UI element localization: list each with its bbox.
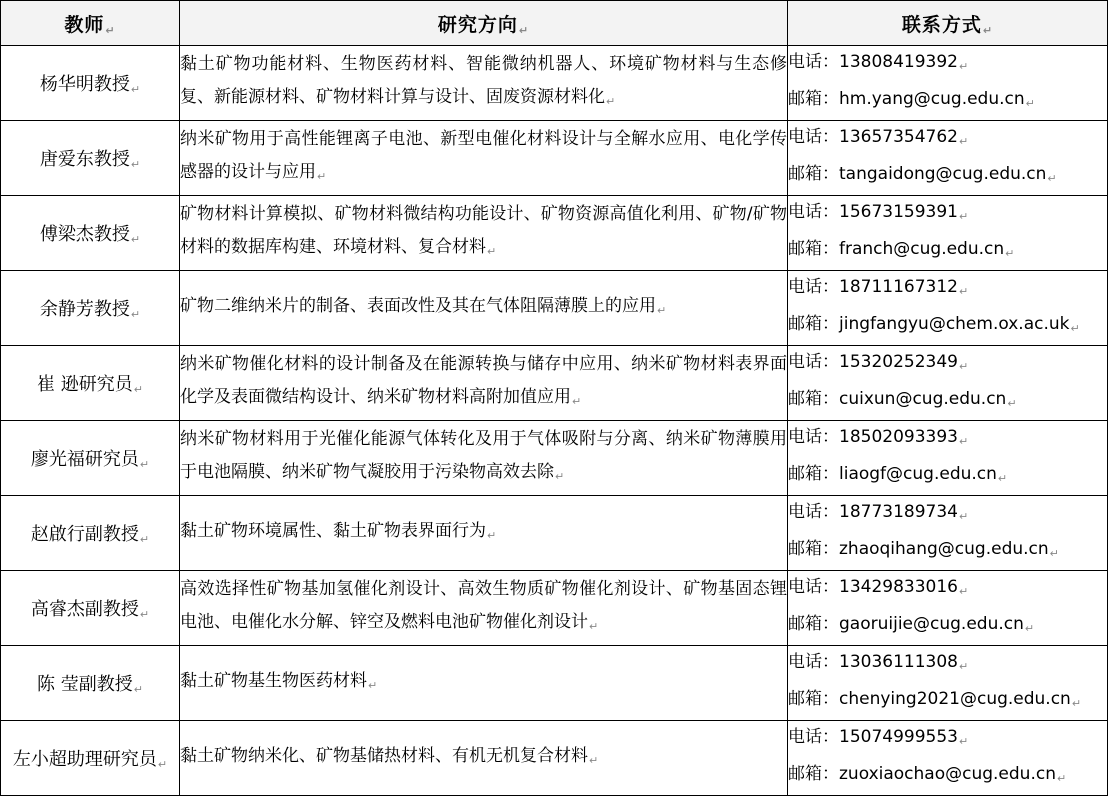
- phone-line: 电话：13036111308↵: [788, 652, 969, 673]
- table-row: [1, 196, 1108, 271]
- phone-number: 15074999553: [839, 727, 958, 747]
- phone-number: 13036111308: [839, 652, 958, 672]
- email-line: 邮箱：zhaoqihang@cug.edu.cn↵: [788, 539, 1059, 560]
- table-row: [1, 496, 1108, 571]
- phone-line: 电话：13657354762↵: [788, 127, 969, 148]
- phone-number: 13808419392: [839, 52, 958, 72]
- email-line: 邮箱：cuixun@cug.edu.cn↵: [788, 389, 1017, 410]
- header-contact: 联系方式↵: [788, 1, 1108, 46]
- teacher-name-cell: 余静芳教授↵: [1, 271, 180, 346]
- table-row: [1, 571, 1108, 646]
- email-address: cuixun@cug.edu.cn: [839, 389, 1007, 409]
- teacher-name-cell: 廖光福研究员↵: [1, 421, 180, 496]
- table-row: [1, 271, 1108, 346]
- teacher-name-cell: 崔 逊研究员↵: [1, 346, 180, 421]
- email-line: 邮箱：tangaidong@cug.edu.cn↵: [788, 164, 1057, 185]
- research-cell: 黏土矿物功能材料、生物医药材料、智能微纳机器人、环境矿物材料与生态修复、新能源材料、矿物材料计算与设计、固废资源材料化↵: [180, 46, 788, 121]
- phone-line: 电话：15074999553↵: [788, 727, 969, 748]
- phone-line: 电话：18502093393↵: [788, 427, 969, 448]
- phone-number: 18773189734: [839, 502, 958, 522]
- contact-cell: [788, 571, 1108, 646]
- teacher-name-cell: 左小超助理研究员↵: [1, 721, 180, 796]
- contact-cell: [788, 721, 1108, 796]
- table-row: [1, 121, 1108, 196]
- teacher-name-cell: 赵啟行副教授↵: [1, 496, 180, 571]
- contact-cell: [788, 646, 1108, 721]
- email-line: 邮箱：hm.yang@cug.edu.cn↵: [788, 89, 1035, 110]
- email-line: 邮箱：franch@cug.edu.cn↵: [788, 239, 1015, 260]
- contact-cell: [788, 121, 1108, 196]
- contact-cell: [788, 46, 1108, 121]
- email-address: franch@cug.edu.cn: [839, 239, 1005, 259]
- table-row: [1, 721, 1108, 796]
- teacher-name-cell: 唐爱东教授↵: [1, 121, 180, 196]
- research-cell: 黏土矿物环境属性、黏土矿物表界面行为↵: [180, 496, 788, 571]
- research-cell: 黏土矿物基生物医药材料↵: [180, 646, 788, 721]
- email-line: 邮箱：zuoxiaochao@cug.edu.cn↵: [788, 764, 1067, 785]
- teacher-name-cell: 陈 莹副教授↵: [1, 646, 180, 721]
- phone-line: 电话：13808419392↵: [788, 52, 969, 73]
- teacher-name-cell: 杨华明教授↵: [1, 46, 180, 121]
- email-address: tangaidong@cug.edu.cn: [839, 164, 1047, 184]
- table-row: [1, 421, 1108, 496]
- header-research: 研究方向↵: [180, 1, 788, 46]
- phone-number: 18711167312: [839, 277, 958, 297]
- contact-cell: [788, 196, 1108, 271]
- email-line: 邮箱：chenying2021@cug.edu.cn↵: [788, 689, 1082, 710]
- research-cell: 纳米矿物材料用于光催化能源气体转化及用于气体吸附与分离、纳米矿物薄膜用于电池隔膜、纳米矿物气凝胶用于污染物高效去除↵: [180, 421, 788, 496]
- phone-number: 15320252349: [839, 352, 958, 372]
- contact-cell: [788, 271, 1108, 346]
- email-address: liaogf@cug.edu.cn: [839, 464, 997, 484]
- email-address: hm.yang@cug.edu.cn: [839, 89, 1025, 109]
- email-line: 邮箱：liaogf@cug.edu.cn↵: [788, 464, 1008, 485]
- research-cell: 纳米矿物催化材料的设计制备及在能源转换与储存中应用、纳米矿物材料表界面化学及表面微结构设计、纳米矿物材料高附加值应用↵: [180, 346, 788, 421]
- phone-number: 13657354762: [839, 127, 958, 147]
- table-row: [1, 346, 1108, 421]
- phone-line: 电话：18773189734↵: [788, 502, 969, 523]
- phone-number: 13429833016: [839, 577, 958, 597]
- research-cell: 矿物二维纳米片的制备、表面改性及其在气体阻隔薄膜上的应用↵: [180, 271, 788, 346]
- teacher-name-cell: 高睿杰副教授↵: [1, 571, 180, 646]
- research-cell: 黏土矿物纳米化、矿物基储热材料、有机无机复合材料↵: [180, 721, 788, 796]
- contact-cell: [788, 421, 1108, 496]
- phone-line: 电话：18711167312↵: [788, 277, 969, 298]
- email-address: chenying2021@cug.edu.cn: [839, 689, 1071, 709]
- research-cell: 纳米矿物用于高性能锂离子电池、新型电催化材料设计与全解水应用、电化学传感器的设计与应用↵: [180, 121, 788, 196]
- contact-cell: [788, 496, 1108, 571]
- phone-line: 电话：13429833016↵: [788, 577, 969, 598]
- header-row: [1, 1, 1108, 46]
- phone-line: 电话：15673159391↵: [788, 202, 969, 223]
- email-address: zuoxiaochao@cug.edu.cn: [839, 764, 1056, 784]
- phone-number: 18502093393: [839, 427, 958, 447]
- research-cell: 高效选择性矿物基加氢催化剂设计、高效生物质矿物催化剂设计、矿物基固态锂电池、电催化水分解、锌空及燃料电池矿物催化剂设计↵: [180, 571, 788, 646]
- table-row: [1, 646, 1108, 721]
- contact-cell: [788, 346, 1108, 421]
- table-row: [1, 46, 1108, 121]
- email-line: 邮箱：jingfangyu@chem.ox.ac.uk↵: [788, 314, 1080, 335]
- phone-number: 15673159391: [839, 202, 958, 222]
- header-teacher: 教师↵: [1, 1, 180, 46]
- phone-line: 电话：15320252349↵: [788, 352, 969, 373]
- email-address: gaoruijie@cug.edu.cn: [839, 614, 1024, 634]
- research-cell: 矿物材料计算模拟、矿物材料微结构功能设计、矿物资源高值化利用、矿物/矿物材料的数据库构建、环境材料、复合材料↵: [180, 196, 788, 271]
- teacher-name-cell: 傅梁杰教授↵: [1, 196, 180, 271]
- email-line: 邮箱：gaoruijie@cug.edu.cn↵: [788, 614, 1035, 635]
- email-address: jingfangyu@chem.ox.ac.uk: [839, 314, 1070, 334]
- email-address: zhaoqihang@cug.edu.cn: [839, 539, 1049, 559]
